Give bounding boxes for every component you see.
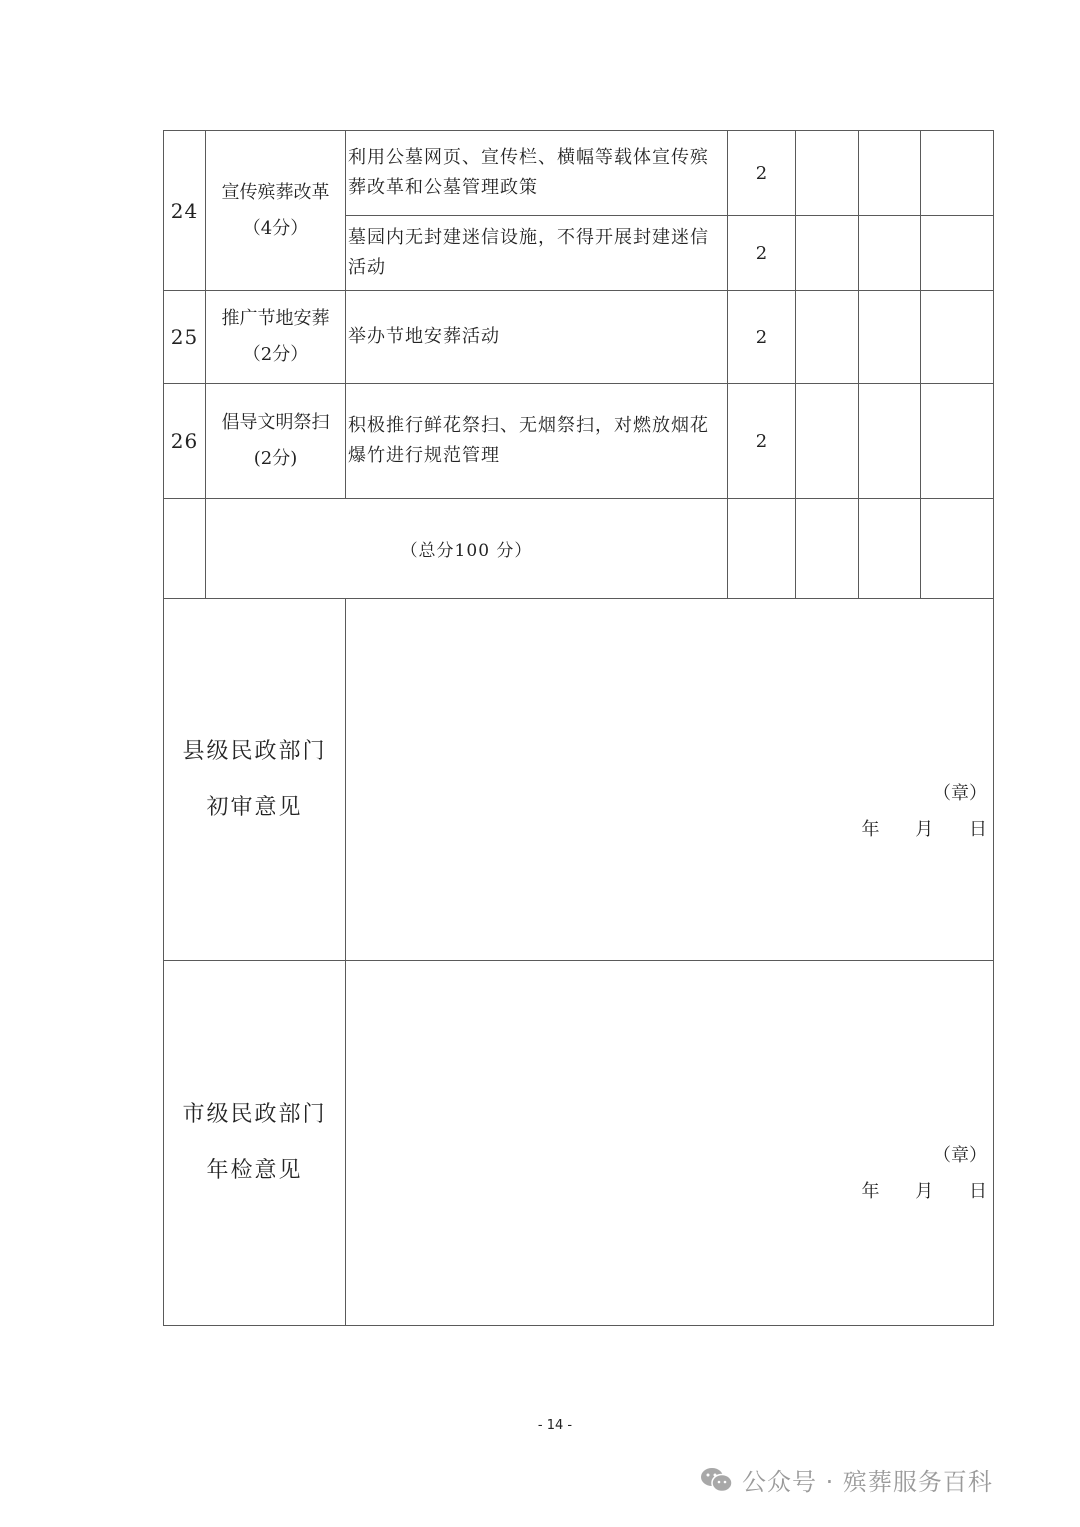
blank-cell xyxy=(859,384,921,499)
requirement-cell: 积极推行鲜花祭扫、无烟祭扫，对燃放烟花爆竹进行规范管理 xyxy=(346,384,728,499)
opinion-label-line2: 年检意见 xyxy=(206,1158,303,1183)
wechat-icon xyxy=(700,1466,734,1494)
date-label: 年 月 日 xyxy=(861,1181,987,1202)
row-number: 24 xyxy=(164,131,206,291)
evaluation-table xyxy=(163,130,994,1326)
blank-cell xyxy=(859,131,921,216)
blank-cell xyxy=(728,499,796,599)
row-number: 25 xyxy=(164,291,206,384)
item-title: 推广节地安葬 xyxy=(221,308,330,329)
item-title: 宣传殡葬改革 xyxy=(221,181,330,203)
blank-cell xyxy=(796,384,859,499)
blank-cell xyxy=(859,291,921,384)
blank-cell xyxy=(921,216,994,291)
total-row xyxy=(164,499,994,599)
stamp-label: （章） xyxy=(933,783,987,804)
county-opinion-field[interactable] xyxy=(346,599,994,961)
item-cell xyxy=(206,291,346,384)
blank-cell xyxy=(796,291,859,384)
opinion-label-line1: 县级民政部门 xyxy=(182,738,327,764)
item-title: 倡导文明祭扫 xyxy=(221,412,330,433)
city-opinion-row xyxy=(164,961,994,1326)
total-score-label: （总分100 分） xyxy=(206,499,728,599)
blank-cell xyxy=(859,216,921,291)
item-points: (2分) xyxy=(253,448,298,469)
blank-cell xyxy=(921,499,994,599)
opinion-label-line2: 初审意见 xyxy=(206,794,303,820)
table-row-26 xyxy=(164,384,994,499)
requirement-cell: 墓园内无封建迷信设施，不得开展封建迷信活动 xyxy=(346,216,728,291)
item-points: （2分） xyxy=(242,344,309,365)
item-cell xyxy=(206,131,346,291)
city-opinion-label xyxy=(164,961,346,1326)
blank-cell xyxy=(921,291,994,384)
blank-cell xyxy=(921,131,994,216)
row-number: 26 xyxy=(164,384,206,499)
blank-cell xyxy=(164,499,206,599)
city-opinion-field[interactable] xyxy=(346,961,994,1326)
blank-cell xyxy=(796,499,859,599)
blank-cell xyxy=(796,131,859,216)
opinion-label-line1: 市级民政部门 xyxy=(182,1102,327,1127)
blank-cell xyxy=(921,384,994,499)
score-cell: 2 xyxy=(728,384,796,499)
page-number: - 14 - xyxy=(537,1418,573,1433)
score-cell: 2 xyxy=(728,216,796,291)
blank-cell xyxy=(859,499,921,599)
blank-cell xyxy=(796,216,859,291)
item-points: （4分） xyxy=(242,217,309,239)
county-opinion-label xyxy=(164,599,346,961)
table-row-24 xyxy=(164,131,994,216)
score-cell: 2 xyxy=(728,291,796,384)
table-row-25 xyxy=(164,291,994,384)
score-cell: 2 xyxy=(728,131,796,216)
requirement-cell: 利用公墓网页、宣传栏、横幅等载体宣传殡葬改革和公墓管理政策 xyxy=(346,131,728,216)
item-cell xyxy=(206,384,346,499)
watermark-text: 公众号 · 殡葬服务百科 xyxy=(742,1468,993,1496)
date-label: 年 月 日 xyxy=(861,819,987,840)
watermark xyxy=(700,1462,993,1497)
stamp-label: （章） xyxy=(933,1145,987,1166)
county-opinion-row xyxy=(164,599,994,961)
requirement-cell: 举办节地安葬活动 xyxy=(346,291,728,384)
